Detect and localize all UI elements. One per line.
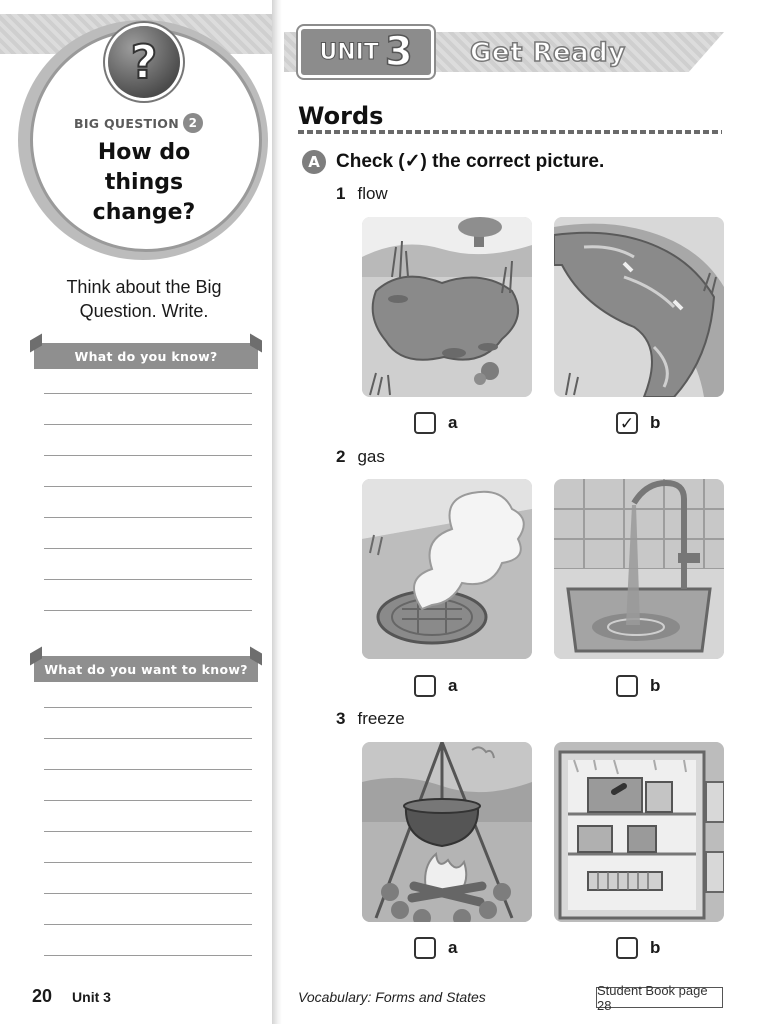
option-1b[interactable]	[616, 412, 660, 434]
unit-tab	[298, 26, 434, 78]
writing-line[interactable]	[44, 925, 252, 956]
footer-caption: Vocabulary: Forms and States	[298, 989, 486, 1005]
unit-subtitle: Get Ready	[470, 38, 626, 68]
big-question-number: 2	[183, 113, 203, 133]
option-3b[interactable]	[616, 937, 660, 959]
question-1-label	[336, 184, 388, 204]
picture-stream[interactable]	[554, 217, 724, 397]
unit-number: 3	[384, 29, 413, 75]
campfire-icon	[362, 742, 532, 922]
checkbox-1b[interactable]: ✓	[616, 412, 638, 434]
picture-freezer[interactable]	[554, 742, 724, 922]
option-letter: a	[448, 676, 458, 695]
freezer-icon	[554, 742, 724, 922]
writing-line[interactable]	[44, 580, 252, 611]
writing-line[interactable]	[44, 518, 252, 549]
sidebar-divider	[272, 0, 282, 1024]
steam-icon	[362, 479, 532, 659]
writing-line[interactable]	[44, 363, 252, 394]
option-2a[interactable]	[414, 675, 457, 697]
writing-line[interactable]	[44, 394, 252, 425]
writing-line[interactable]	[44, 456, 252, 487]
sidebar-prompt: Think about the Big Question. Write.	[66, 277, 222, 321]
question-2-label	[336, 447, 385, 467]
option-2b[interactable]	[616, 675, 660, 697]
writing-line[interactable]	[44, 894, 252, 925]
writing-line[interactable]	[44, 770, 252, 801]
option-letter: a	[448, 413, 458, 432]
picture-campfire-pot[interactable]	[362, 742, 532, 922]
writing-line[interactable]	[44, 832, 252, 863]
picture-pond[interactable]	[362, 217, 532, 397]
writing-line[interactable]	[44, 801, 252, 832]
question-mark-glyph: ?	[130, 35, 158, 89]
checkbox-2a[interactable]	[414, 675, 436, 697]
option-letter: b	[650, 938, 661, 957]
faucet-icon	[554, 479, 724, 659]
section-divider	[298, 130, 722, 134]
question-number: 1	[336, 184, 346, 203]
writing-lines-know[interactable]	[44, 363, 252, 611]
unit-word: UNIT	[319, 39, 379, 65]
picture-faucet-sink[interactable]	[554, 479, 724, 659]
writing-line[interactable]	[44, 677, 252, 708]
big-question-label	[74, 113, 224, 133]
writing-line[interactable]	[44, 425, 252, 456]
banner-what-do-you-know: What do you know?	[34, 343, 258, 369]
question-number: 3	[336, 709, 346, 728]
option-3a[interactable]	[414, 937, 457, 959]
checkbox-3a[interactable]	[414, 937, 436, 959]
activity-letter-badge: A	[302, 150, 326, 174]
big-question-title: How do things change?	[92, 140, 196, 225]
question-number: 2	[336, 447, 346, 466]
question-mark-icon	[108, 26, 180, 98]
page-number: 20	[32, 986, 53, 1006]
option-letter: b	[650, 676, 661, 695]
checkbox-1a[interactable]	[414, 412, 436, 434]
writing-line[interactable]	[44, 549, 252, 580]
question-word: gas	[357, 447, 385, 466]
question-word: flow	[357, 184, 388, 203]
activity-instruction: Check (✓) the correct picture.	[336, 151, 605, 172]
pond-icon	[362, 217, 532, 397]
writing-line[interactable]	[44, 863, 252, 894]
writing-lines-want[interactable]	[44, 677, 252, 956]
picture-steam-manhole[interactable]	[362, 479, 532, 659]
footer-left	[32, 986, 111, 1007]
footer-unit-label: Unit 3	[72, 989, 111, 1005]
writing-line[interactable]	[44, 708, 252, 739]
student-book-reference: Student Book page 28	[596, 987, 723, 1008]
sidebar	[0, 0, 278, 1024]
section-title: Words	[298, 102, 384, 130]
writing-line[interactable]	[44, 487, 252, 518]
checkbox-2b[interactable]	[616, 675, 638, 697]
big-question-label-text: BIG QUESTION	[74, 115, 179, 131]
question-3-label	[336, 709, 405, 729]
option-1a[interactable]	[414, 412, 457, 434]
unit-header	[284, 22, 724, 78]
option-letter: b	[650, 413, 661, 432]
stream-icon	[554, 217, 724, 397]
option-letter: a	[448, 938, 458, 957]
checkbox-3b[interactable]	[616, 937, 638, 959]
banner-what-do-you-want-to-know: What do you want to know?	[34, 656, 258, 682]
question-word: freeze	[357, 709, 405, 728]
writing-line[interactable]	[44, 739, 252, 770]
